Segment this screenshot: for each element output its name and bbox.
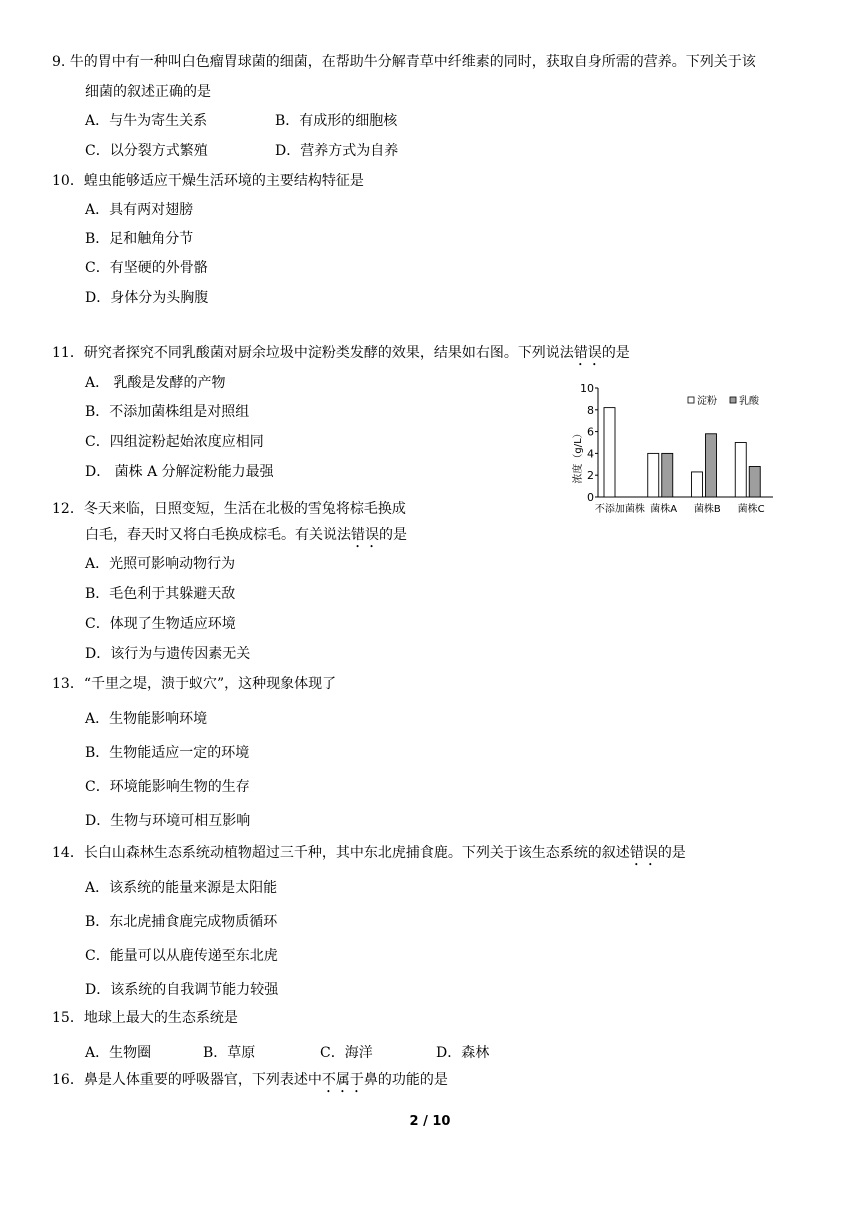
legend-swatch-lactic-acid bbox=[730, 397, 736, 403]
q13-option-d: D．生物与环境可相互影响 bbox=[85, 813, 251, 829]
chart-bar bbox=[706, 434, 717, 497]
q10-option-d: D．身体分为头胸腹 bbox=[85, 290, 209, 306]
chart-bar bbox=[662, 453, 673, 497]
chart-legend bbox=[688, 394, 760, 407]
q9-stem-line2: 细菌的叙述正确的是 bbox=[85, 84, 211, 100]
q11-stem bbox=[52, 343, 630, 369]
chart-bar bbox=[648, 453, 659, 497]
q9-option-b: B．有成形的细胞核 bbox=[275, 113, 398, 129]
q14-stem-emphasis: 错误 bbox=[629, 845, 658, 861]
chart-bar bbox=[692, 472, 703, 497]
chart-category-label: 菌株B bbox=[693, 504, 721, 515]
q14-option-b: B．东北虎捕食鹿完成物质循环 bbox=[85, 914, 278, 930]
q12-option-d: D．该行为与遗传因素无关 bbox=[85, 646, 251, 662]
legend-label-lactic-acid: 乳酸 bbox=[739, 396, 759, 407]
q11-stem-post: 的是 bbox=[601, 345, 630, 361]
q10-option-b: B．足和触角分节 bbox=[85, 231, 194, 247]
q10-stem: 10．蝗虫能够适应干燥生活环境的主要结构特征是 bbox=[52, 173, 364, 189]
q12-stem-emphasis: 错误 bbox=[351, 527, 379, 543]
q14-option-c: C．能量可以从鹿传递至东北虎 bbox=[85, 948, 278, 964]
q12-stem-line1: 12．冬天来临，日照变短，生活在北极的雪兔将棕毛换成 bbox=[52, 501, 406, 517]
chart-y-tick-label: 10 bbox=[580, 382, 594, 395]
chart-y-tick-label: 6 bbox=[587, 425, 594, 439]
q15-option-a: A．生物圈 bbox=[85, 1045, 152, 1061]
q10-option-a: A．具有两对翅膀 bbox=[85, 202, 194, 218]
q14-stem-pre: 14．长白山森林生态系统动植物超过三千种，其中东北虎捕食鹿。下列关于该生态系统的叙述 bbox=[52, 845, 630, 861]
q16-stem-post: 鼻的功能的是 bbox=[363, 1072, 448, 1088]
chart-y-tick-label: 0 bbox=[587, 491, 594, 504]
q12-option-c: C．体现了生物适应环境 bbox=[85, 616, 236, 632]
q11-option-c: C．四组淀粉起始浓度应相同 bbox=[85, 434, 264, 450]
q14-option-d: D．该系统的自我调节能力较强 bbox=[85, 982, 279, 998]
legend-label-starch: 淀粉 bbox=[697, 396, 717, 407]
q11-option-b: B．不添加菌株组是对照组 bbox=[85, 404, 250, 420]
chart-bar bbox=[749, 466, 760, 497]
chart-bars bbox=[604, 408, 760, 497]
fermentation-bar-chart bbox=[568, 376, 778, 522]
q11-option-d: D． 菌株 A 分解淀粉能力最强 bbox=[85, 464, 274, 480]
chart-category-label: 菌株C bbox=[737, 504, 765, 515]
q11-stem-pre: 11．研究者探究不同乳酸菌对厨余垃圾中淀粉类发酵的效果，结果如右图。下列说法 bbox=[52, 345, 574, 361]
chart-bar bbox=[604, 408, 615, 497]
q15-option-d: D．森林 bbox=[436, 1045, 490, 1061]
q14-option-a: A．该系统的能量来源是太阳能 bbox=[85, 880, 278, 896]
chart-category-label: 不添加菌株 bbox=[594, 504, 645, 515]
q15-option-c: C．海洋 bbox=[320, 1045, 373, 1061]
chart-y-tick-label: 2 bbox=[587, 469, 594, 483]
chart-category-label: 菌株A bbox=[650, 504, 678, 515]
q10-option-c: C．有坚硬的外骨骼 bbox=[85, 260, 208, 276]
q12-stem-line2-pre: 白毛，春天时又将白毛换成棕毛。有关说法 bbox=[85, 527, 351, 543]
q11-stem-emphasis: 错误 bbox=[573, 345, 602, 361]
q13-option-a: A．生物能影响环境 bbox=[85, 711, 208, 727]
q14-stem-post: 的是 bbox=[657, 845, 686, 861]
q13-stem: 13．“千里之堤，溃于蚁穴”，这种现象体现了 bbox=[52, 676, 337, 692]
chart-category-labels bbox=[595, 502, 765, 515]
q15-stem: 15．地球上最大的生态系统是 bbox=[52, 1010, 238, 1026]
q14-stem bbox=[52, 843, 686, 869]
q12-option-a: A．光照可影响动物行为 bbox=[85, 556, 236, 572]
q12-stem-line2 bbox=[85, 525, 407, 551]
q16-stem bbox=[52, 1070, 448, 1096]
q9-option-d: D．营养方式为自养 bbox=[275, 143, 399, 159]
q12-option-b: B．毛色利于其躲避天敌 bbox=[85, 586, 236, 602]
q9-stem-line1: 9. 牛的胃中有一种叫白色瘤胃球菌的细菌，在帮助牛分解青草中纤维素的同时，获取自身所需的营养。下列关于该 bbox=[52, 54, 756, 70]
q13-option-b: B．生物能适应一定的环境 bbox=[85, 745, 250, 761]
legend-swatch-starch bbox=[688, 397, 694, 403]
q9-option-a: A．与牛为寄生关系 bbox=[85, 113, 208, 129]
q9-option-c: C．以分裂方式繁殖 bbox=[85, 143, 208, 159]
page-number: 2 / 10 bbox=[409, 1114, 451, 1129]
q13-option-c: C．环境能影响生物的生存 bbox=[85, 779, 250, 795]
chart-bar bbox=[735, 443, 746, 498]
chart-y-axis-label: 浓度（g/L） bbox=[573, 428, 584, 484]
q15-option-b: B．草原 bbox=[203, 1045, 256, 1061]
q16-stem-pre: 16．鼻是人体重要的呼吸器官，下列表述中 bbox=[52, 1072, 322, 1088]
chart-y-tick-label: 8 bbox=[587, 403, 594, 417]
q16-stem-emphasis: 不属于 bbox=[321, 1072, 364, 1088]
q12-stem-line2-post: 的是 bbox=[379, 527, 407, 543]
chart-y-tick-label: 4 bbox=[587, 447, 594, 461]
q11-option-a: A． 乳酸是发酵的产物 bbox=[85, 375, 226, 391]
